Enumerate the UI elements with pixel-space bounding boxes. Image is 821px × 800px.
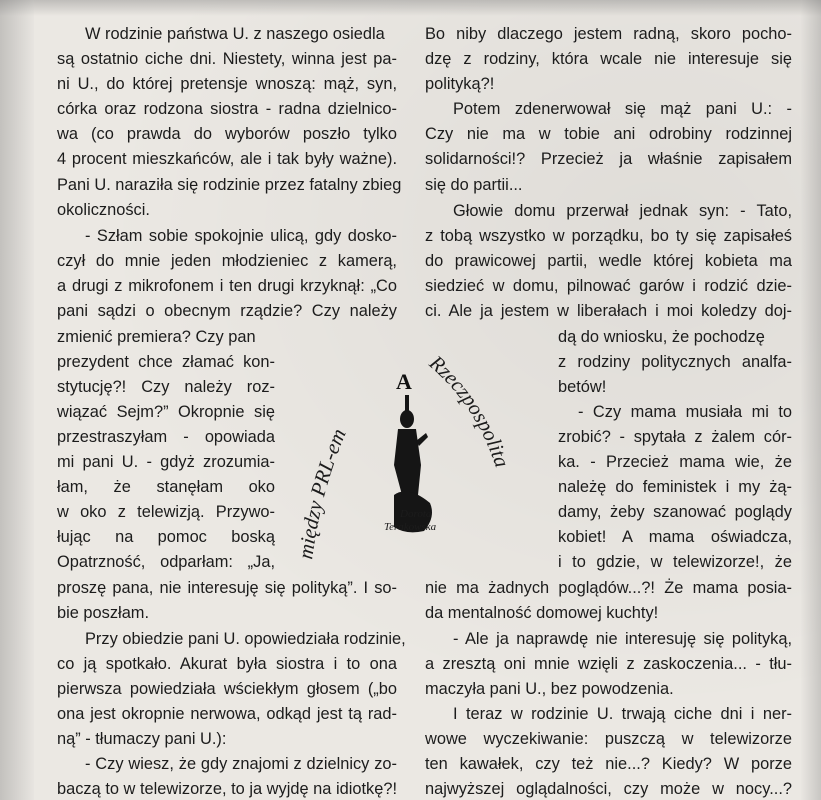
left-line: - Szłam sobie spokojnie ulicą, gdy dosko- <box>85 227 397 245</box>
right-line: kobiet! A mama oświadcza, <box>558 528 792 546</box>
page-left-shadow <box>0 0 34 800</box>
left-line: wa (co prawda do wyborów poszło tylko <box>57 125 397 143</box>
right-line: należę do feministek i my żą- <box>558 478 792 496</box>
right-line: z rodziny politycznych analfa- <box>558 353 792 371</box>
left-line: co ją spotkało. Akurat była siostra i to ona <box>57 655 397 673</box>
right-line: polityką?! <box>425 75 495 93</box>
left-line: mi pani U. - gdyż zrozumia- <box>57 453 275 471</box>
left-line: Opatrzność, odparłam: „Ja, <box>57 553 275 571</box>
left-line: okoliczności. <box>57 201 150 219</box>
left-line: córka oraz rodzona siostra - radna dzielnico- <box>57 100 397 118</box>
left-line: ni U., do której pretensje wnoszą: mąż, syn, <box>57 75 397 93</box>
right-line: - Ale ja naprawdę nie interesuję się polityką, <box>453 630 792 648</box>
right-line: Czy nie ma w tobie ani odrobiny rodzinnej <box>425 125 792 143</box>
right-line: ten kawałek, czy też nie...? Kiedy? W porze <box>425 755 792 773</box>
left-line: ną” - tłumaczy pani U.): <box>57 730 227 748</box>
left-line: przestraszyłam - opowiada <box>57 428 275 446</box>
emblem-right-arc-text: Rzeczpospolita <box>424 350 515 471</box>
left-line: 4 procent mieszkańców, ale i tak były ważne). <box>57 150 397 168</box>
right-line: dą do wniosku, że pochodzę <box>558 328 765 346</box>
right-line: I teraz w rodzinie U. trwają ciche dni i ner- <box>453 705 792 723</box>
emblem-letter: A <box>396 369 412 394</box>
right-line: betów! <box>558 378 607 396</box>
page-top-shadow <box>0 0 821 16</box>
right-line: wowe wyczekiwanie: puszczą w telewizorze <box>425 730 792 748</box>
left-line: a drugi z mikrofonem i ten drugi krzyknął: „Co <box>57 277 397 295</box>
right-line: a zresztą oni mnie wzięli z zaskoczenia... - tłu- <box>425 655 792 673</box>
author-first-name: Dorota <box>400 508 432 520</box>
left-line: bie poszłam. <box>57 604 150 622</box>
left-line: Przy obiedzie pani U. opowiedziała rodzinie, <box>85 630 406 648</box>
right-line: zrobić? - spytała z żalem cór- <box>558 428 792 446</box>
page-right-shadow <box>801 0 821 800</box>
left-line: - Czy wiesz, że gdy znajomi z dzielnicy zo- <box>85 755 397 773</box>
left-line: stytucję?! Czy należy roz- <box>57 378 275 396</box>
left-line: baczą to w telewizorze, to ja wyjdę na idiotkę?! <box>57 780 397 798</box>
right-line: nie ma żadnych poglądów...?! Że mama posia- <box>425 579 792 597</box>
right-line: z tobą wszystko w porządku, bo ty się zapisałeś <box>425 227 792 245</box>
right-line: się do partii... <box>425 176 523 194</box>
right-line: ka. - Przecież mama wie, że <box>558 453 792 471</box>
column-emblem <box>290 345 535 575</box>
left-line: ona jest okropnie nerwowa, odkąd jest tą rad- <box>57 705 397 723</box>
left-line: W rodzinie państwa U. z naszego osiedla <box>85 25 385 43</box>
left-line: są ostatnio ciche dni. Niestety, winna jest pa- <box>57 50 397 68</box>
right-line: i to gdzie, w telewizorze!, że <box>558 553 792 571</box>
left-line: łując na pomoc boską <box>57 528 275 546</box>
emblem-left-arc-text: między PRL-em <box>293 425 351 561</box>
right-line: maczyła pani U., bez powodzenia. <box>425 680 674 698</box>
right-line: do prawicowej partii, wedle której kobieta ma <box>425 252 792 270</box>
right-line: ci. Ale ja jestem w liberałach i moi koledzy doj- <box>425 302 792 320</box>
right-line: solidarności!? Przecież ja właśnie zapisałem <box>425 150 792 168</box>
left-line: wiązać Sejm?” Okropnie się <box>57 403 275 421</box>
author-last-name: Terakowska <box>384 521 437 533</box>
left-line: w oko z telewizją. Przywo- <box>57 503 275 521</box>
right-line: najwyższej oglądalności, czy może w nocy...? <box>425 780 792 798</box>
left-line: zmienić premiera? Czy pan <box>57 328 256 346</box>
right-line: Głowie domu przerwał jednak syn: - Tato, <box>453 202 792 220</box>
left-line: pierwsza powiedziała wściekłym głosem („bo <box>57 680 397 698</box>
left-line: prezydent chce złamać kon- <box>57 353 275 371</box>
left-line: pani sądzi o obecnym rządzie? Czy należy <box>57 302 397 320</box>
right-line: siedzieć w domu, pilnować garów i rodzić dzie- <box>425 277 792 295</box>
left-line: czył do mnie jeden młodzieniec z kamerą, <box>57 252 397 270</box>
right-line: damy, żeby szanować poglądy <box>558 503 792 521</box>
right-line: dzę z rodziny, która wcale nie interesuje się <box>425 50 792 68</box>
left-line: łam, że stanęłam oko <box>57 478 275 496</box>
right-line: - Czy mama musiała mi to <box>578 403 792 421</box>
left-line: proszę pana, nie interesuję się polityką”. I so- <box>57 579 397 597</box>
left-line: Pani U. naraziła się rodzinie przez fatalny zbieg <box>57 176 402 194</box>
right-line: da mentalność domowej kuchty! <box>425 604 659 622</box>
right-line: Bo niby dlaczego jestem radną, skoro pocho- <box>425 25 792 43</box>
right-line: Potem zdenerwował się mąż pani U.: - <box>453 100 792 118</box>
